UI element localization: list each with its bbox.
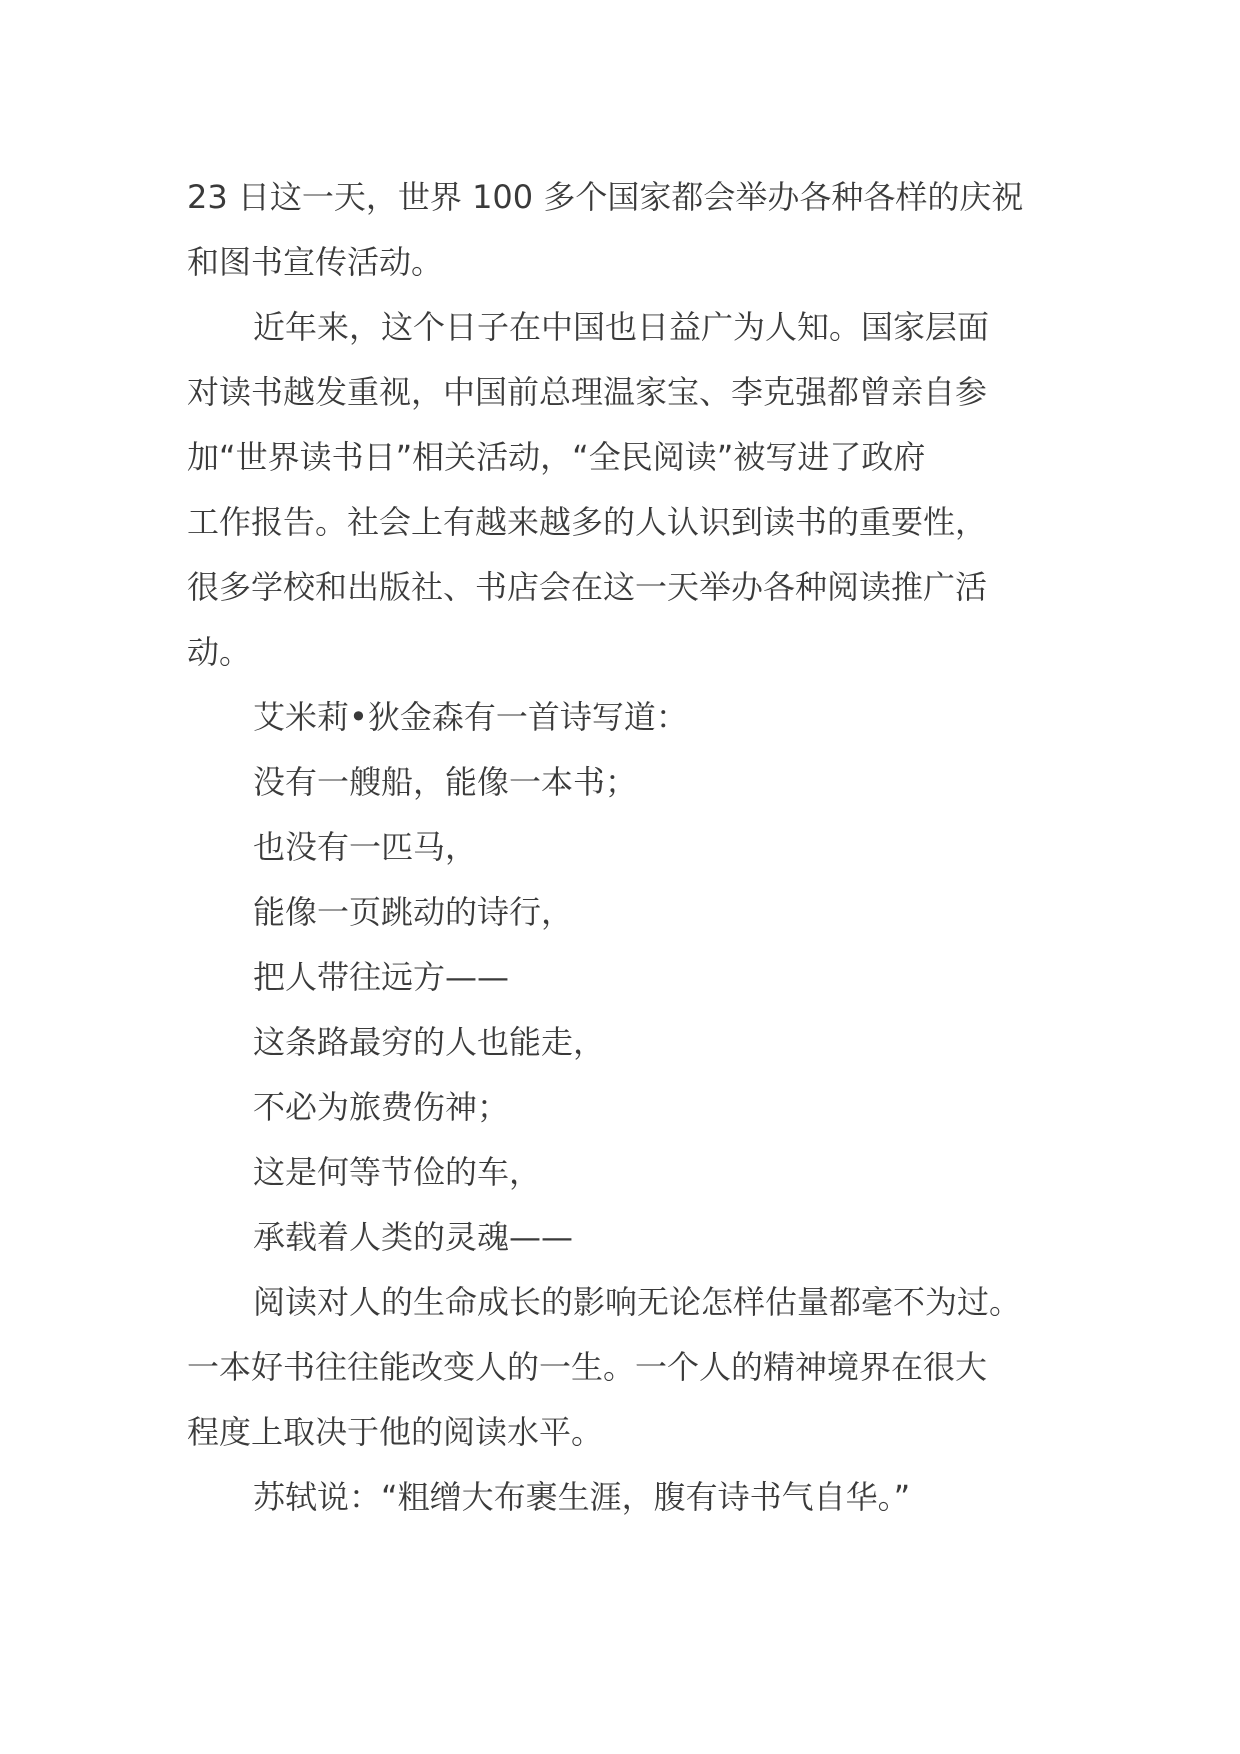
- text-line: 23 日这一天，世界 100 多个国家都会举办各种各样的庆祝: [187, 178, 1024, 216]
- text-line: 加“世界读书日”相关活动，“全民阅读”被写进了政府: [187, 438, 926, 476]
- paragraph-poem-intro: [187, 685, 1067, 750]
- text-line: 阅读对人的生命成长的影响无论怎样估量都毫不为过。: [253, 1283, 1022, 1321]
- poem-line: 没有一艘船，能像一本书；: [253, 763, 638, 801]
- poem-line: 这是何等节俭的车，: [253, 1153, 542, 1191]
- poem-line: 也没有一匹马，: [253, 828, 478, 866]
- poem-line: 承载着人类的灵魂——: [253, 1218, 574, 1256]
- poem-line: 能像一页跳动的诗行，: [253, 893, 574, 931]
- paragraph-china-reading: [187, 295, 1067, 685]
- paragraph-reading-day-activities: [187, 165, 1067, 295]
- text-line: 一本好书往往能改变人的一生。一个人的精神境界在很大: [187, 1348, 988, 1386]
- text-line: 近年来，这个日子在中国也日益广为人知。国家层面: [253, 308, 990, 346]
- text-line: 苏轼说：“粗缯大布裹生涯，腹有诗书气自华。”: [253, 1478, 911, 1516]
- text-line: 和图书宣传活动。: [187, 243, 444, 281]
- poem-line: 不必为旅费伤神；: [253, 1088, 510, 1126]
- paragraph-reading-influence: [187, 1270, 1067, 1465]
- poem-block: [187, 750, 1067, 1270]
- text-line: 很多学校和出版社、书店会在这一天举办各种阅读推广活: [187, 568, 988, 606]
- text-line: 对读书越发重视，中国前总理温家宝、李克强都曾亲自参: [187, 373, 988, 411]
- text-line: 程度上取决于他的阅读水平。: [187, 1413, 604, 1451]
- poem-line: 把人带往远方——: [253, 958, 510, 996]
- paragraph-su-shi-quote: [187, 1465, 1067, 1530]
- poem-line: 这条路最穷的人也能走，: [253, 1023, 606, 1061]
- document-body: [187, 165, 1067, 1530]
- text-line: 工作报告。社会上有越来越多的人认识到读书的重要性，: [187, 503, 988, 541]
- text-line: 动。: [187, 633, 252, 671]
- text-line: 艾米莉•狄金森有一首诗写道：: [253, 698, 688, 736]
